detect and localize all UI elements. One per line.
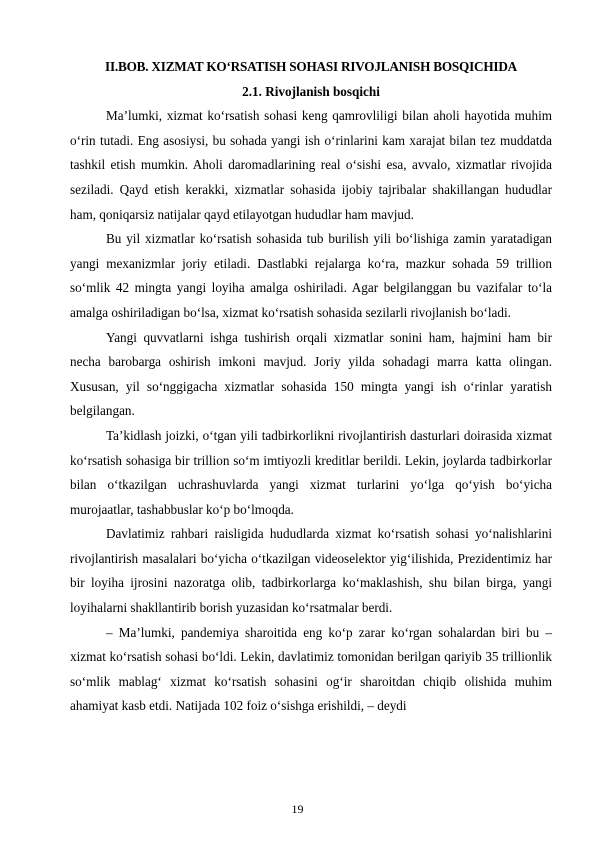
- paragraph-5: Davlatimiz rahbari raisligida hududlarda xizmat ko‘rsatish sohasi yo‘nalishlarini rivojlantirish masalalari bo‘yicha o‘tkazilgan videoselektor yig‘ilishida, Prezidentimiz har bir loyiha ijrosini nazoratga olib, tadbirkorlarga ko‘maklashish, shu bilan birga, yangi loyihalarni shakllantirib borish yuzasidan ko‘rsatmalar berdi.: [70, 526, 552, 616]
- document-page: [70, 55, 552, 719]
- paragraph-6: – Ma’lumki, pandemiya sharoitida eng ko‘p zarar ko‘rgan sohalardan biri bu – xizmat ko‘rsatish sohasi bo‘ldi. Lekin, davlatimiz tomonidan berilgan qariyib 35 trillionlik so‘mlik mablag‘ xizmat ko‘rsatish sohasini og‘ir sharoitdan chiqib olishida muhim ahamiyat kasb etdi. Natijada 102 foiz o‘sishga erishildi, – deydi: [70, 624, 552, 714]
- page-number: 19: [291, 802, 304, 816]
- section-heading: 2.1. Rivojlanish bosqichi: [242, 83, 380, 99]
- paragraph-4: Ta’kidlash joizki, o‘tgan yili tadbirkorlikni rivojlantirish dasturlari doirasida xizmat ko‘rsatish sohasiga bir trillion so‘m imtiyozli kreditlar berildi. Lekin, joylarda tadbirkorlar bilan o‘tkazilgan uchrashuvlarda yangi xizmat turlarini yo‘lga qo‘yish bo‘yicha murojaatlar, tashabbuslar ko‘p bo‘lmoqda.: [70, 427, 552, 517]
- chapter-heading: II.BOB. XIZMAT KO‘RSATISH SOHASI RIVOJLANISH BOSQICHIDA: [105, 59, 517, 74]
- paragraph-3: Yangi quvvatlarni ishga tushirish orqali xizmatlar sonini ham, hajmini ham bir necha barobarga oshirish imkoni mavjud. Joriy yilda sohadagi marra katta olingan. Xususan, yil so‘nggigacha xizmatlar sohasida 150 mingta yangi ish o‘rinlar yaratish belgilangan.: [70, 329, 552, 419]
- paragraph-2: Bu yil xizmatlar ko‘rsatish sohasida tub burilish yili bo‘lishiga zamin yaratadigan yangi mexanizmlar joriy etiladi. Dastlabki rejalarga ko‘ra, mazkur sohada 59 trillion so‘mlik 42 mingta yangi loyiha amalga oshiriladi. Agar belgilanggan bu vazifalar to‘la amalga oshiriladigan bo‘lsa, xizmat ko‘rsatish sohasida sezilarli rivojlanish bo‘ladi.: [70, 231, 552, 320]
- paragraph-1: Ma’lumki, xizmat ko‘rsatish sohasi keng qamrovliligi bilan aholi hayotida muhim o‘rin tutadi. Eng asosiysi, bu sohada yangi ish o‘rinlarini kam xarajat bilan tez muddatda tashkil etish mumkin. Aholi daromadlarining real o‘sishi esa, avvalo, xizmatlar rivojida seziladi. Qayd etish kerakki, xizmatlar sohasida ijobiy tajribalar shakillangan hududlar ham, qoniqarsiz natijalar qayd etilayotgan hududlar ham mavjud.: [70, 108, 552, 222]
